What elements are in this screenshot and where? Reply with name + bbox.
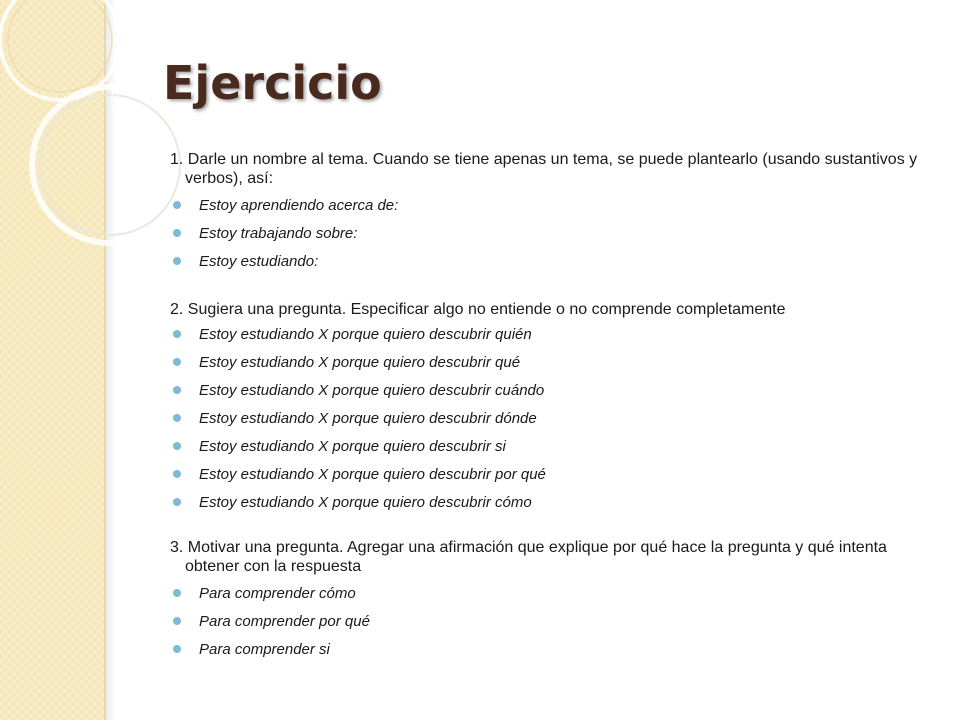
bullet-dot-icon bbox=[173, 498, 181, 506]
list-item bbox=[170, 612, 930, 631]
section-2 bbox=[170, 300, 930, 512]
list-item bbox=[170, 640, 930, 659]
list-item bbox=[170, 493, 930, 512]
list-item-text: Para comprender cómo bbox=[199, 585, 356, 602]
list-item-text: Para comprender por qué bbox=[199, 613, 370, 630]
list-item bbox=[170, 437, 930, 456]
list-item-text: Estoy trabajando sobre: bbox=[199, 225, 358, 242]
list-item-text: Estoy estudiando X porque quiero descubrir dónde bbox=[199, 410, 537, 427]
bullet-dot-icon bbox=[173, 617, 181, 625]
list-item bbox=[170, 353, 930, 372]
bullet-dot-icon bbox=[173, 229, 181, 237]
bullet-dot-icon bbox=[173, 201, 181, 209]
section-3-heading: 3. Motivar una pregunta. Agregar una afirmación que explique por qué hace la pregunta y qué intenta obtener con la respuesta bbox=[170, 539, 887, 575]
list-item-text: Estoy estudiando X porque quiero descubrir por qué bbox=[199, 466, 546, 483]
list-item-text: Para comprender si bbox=[199, 641, 330, 658]
list-item bbox=[170, 325, 930, 344]
bullet-dot-icon bbox=[173, 414, 181, 422]
section-1-list bbox=[170, 196, 930, 271]
list-item bbox=[170, 409, 930, 428]
list-item bbox=[170, 584, 930, 603]
bullet-dot-icon bbox=[173, 589, 181, 597]
list-item-text: Estoy estudiando X porque quiero descubrir cómo bbox=[199, 494, 532, 511]
section-2-heading: 2. Sugiera una pregunta. Especificar algo no entiende o no comprende completamente bbox=[170, 301, 786, 318]
slide-content bbox=[170, 150, 930, 659]
section-1-heading: 1. Darle un nombre al tema. Cuando se tiene apenas un tema, se puede plantearlo (usando sustantivos y verbos), así: bbox=[170, 151, 918, 187]
section-1 bbox=[170, 150, 930, 271]
list-item-text: Estoy estudiando X porque quiero descubrir qué bbox=[199, 354, 521, 371]
list-item-text: Estoy estudiando: bbox=[199, 253, 319, 270]
list-item-text: Estoy estudiando X porque quiero descubrir cuándo bbox=[199, 382, 545, 399]
list-item bbox=[170, 381, 930, 400]
bullet-dot-icon bbox=[173, 330, 181, 338]
bullet-dot-icon bbox=[173, 442, 181, 450]
bullet-dot-icon bbox=[173, 257, 181, 265]
bullet-dot-icon bbox=[173, 386, 181, 394]
bullet-dot-icon bbox=[173, 470, 181, 478]
section-2-list bbox=[170, 325, 930, 512]
list-item bbox=[170, 224, 930, 243]
section-3 bbox=[170, 538, 930, 659]
list-item bbox=[170, 196, 930, 215]
list-item bbox=[170, 465, 930, 484]
list-item-text: Estoy estudiando X porque quiero descubrir si bbox=[199, 438, 506, 455]
section-3-list bbox=[170, 584, 930, 659]
list-item bbox=[170, 252, 930, 271]
slide-title: Ejercicio bbox=[163, 56, 382, 110]
list-item-text: Estoy aprendiendo acerca de: bbox=[199, 197, 399, 214]
bullet-dot-icon bbox=[173, 645, 181, 653]
list-item-text: Estoy estudiando X porque quiero descubrir quién bbox=[199, 326, 532, 343]
bullet-dot-icon bbox=[173, 358, 181, 366]
